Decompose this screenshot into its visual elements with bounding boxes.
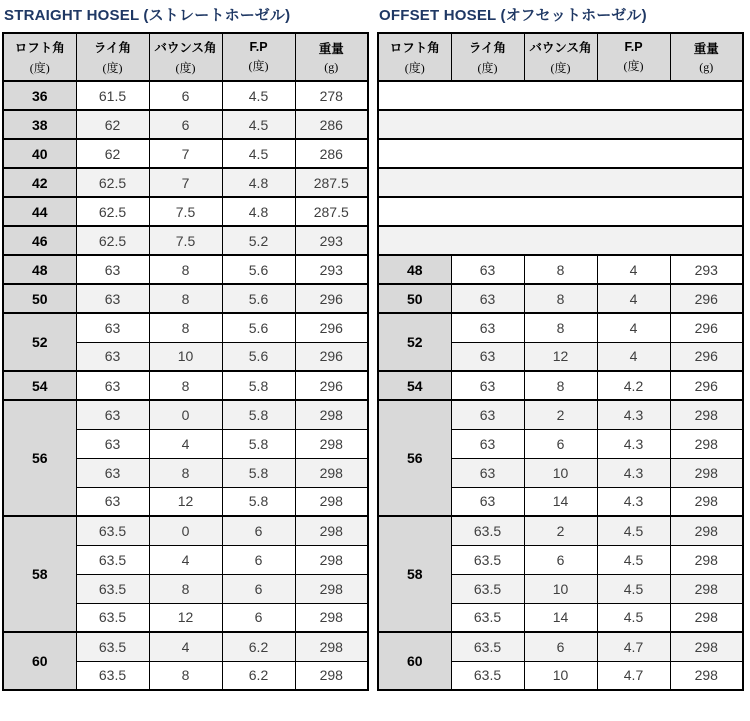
lie-value: 62.5 — [76, 168, 149, 197]
lie-value: 63.5 — [76, 516, 149, 545]
fp-value: 4.3 — [597, 487, 670, 516]
empty-row — [378, 81, 743, 110]
weight-value: 298 — [670, 632, 743, 661]
bounce-value: 6 — [149, 81, 222, 110]
loft-cell: 54 — [3, 371, 76, 400]
col-header-fp — [597, 33, 670, 81]
weight-value: 298 — [670, 574, 743, 603]
lie-value: 63.5 — [451, 545, 524, 574]
lie-value: 63 — [76, 371, 149, 400]
fp-value: 4.3 — [597, 429, 670, 458]
spec-row-loft-50 — [378, 284, 743, 313]
fp-value: 4.5 — [597, 574, 670, 603]
weight-value: 286 — [295, 110, 368, 139]
weight-value: 298 — [295, 458, 368, 487]
offset-hosel-title: OFFSET HOSEL (オフセットホーゼル) — [379, 7, 647, 24]
fp-value: 4.3 — [597, 400, 670, 429]
bounce-value: 6 — [524, 545, 597, 574]
loft-cell: 54 — [378, 371, 451, 400]
weight-value: 298 — [295, 516, 368, 545]
spec-row-loft-46 — [3, 226, 368, 255]
col-header-weight-unit: (g) — [699, 60, 714, 74]
loft-cell: 60 — [378, 632, 451, 690]
offset-hosel-section — [377, 2, 744, 691]
loft-cell: 52 — [378, 313, 451, 371]
weight-value: 296 — [670, 342, 743, 371]
bounce-value: 7.5 — [149, 197, 222, 226]
col-header-bounce-unit: (度) — [550, 61, 571, 75]
spec-row-loft-56 — [3, 400, 368, 429]
bounce-value: 7 — [149, 168, 222, 197]
lie-value: 63 — [451, 255, 524, 284]
fp-value: 6.2 — [222, 661, 295, 690]
lie-value: 61.5 — [76, 81, 149, 110]
fp-value: 4 — [597, 255, 670, 284]
empty-row — [378, 226, 743, 255]
lie-value: 63 — [76, 458, 149, 487]
weight-value: 296 — [295, 371, 368, 400]
col-header-lie-label: ライ角 — [468, 41, 507, 55]
bounce-value: 8 — [149, 458, 222, 487]
loft-cell: 56 — [3, 400, 76, 516]
weight-value: 298 — [670, 661, 743, 690]
bounce-value: 10 — [149, 342, 222, 371]
lie-value: 63 — [451, 487, 524, 516]
spec-row-loft-48 — [378, 255, 743, 284]
col-header-weight-label: 重量 — [318, 42, 344, 56]
spec-row-loft-54 — [3, 371, 368, 400]
weight-value: 298 — [295, 545, 368, 574]
bounce-value: 7 — [149, 139, 222, 168]
loft-cell: 44 — [3, 197, 76, 226]
lie-value: 63.5 — [451, 632, 524, 661]
bounce-value: 4 — [149, 429, 222, 458]
bounce-value: 8 — [149, 371, 222, 400]
bounce-value: 10 — [524, 574, 597, 603]
weight-value: 296 — [670, 284, 743, 313]
fp-value: 5.6 — [222, 255, 295, 284]
lie-value: 63.5 — [451, 516, 524, 545]
fp-value: 5.8 — [222, 458, 295, 487]
fp-value: 4 — [597, 284, 670, 313]
loft-cell: 42 — [3, 168, 76, 197]
bounce-value: 14 — [524, 487, 597, 516]
bounce-value: 8 — [524, 313, 597, 342]
empty-cell — [378, 110, 743, 139]
lie-value: 63 — [451, 342, 524, 371]
spec-row-loft-36 — [3, 81, 368, 110]
weight-value: 287.5 — [295, 197, 368, 226]
col-header-loft-label: ロフト角 — [14, 41, 65, 55]
fp-value: 5.6 — [222, 342, 295, 371]
col-header-loft-unit: (度) — [404, 61, 425, 75]
bounce-value: 10 — [524, 458, 597, 487]
bounce-value: 8 — [149, 255, 222, 284]
spec-row-loft-60 — [3, 632, 368, 661]
lie-value: 63.5 — [76, 603, 149, 632]
col-header-fp-label: F.P — [249, 40, 268, 54]
loft-cell: 48 — [3, 255, 76, 284]
lie-value: 62 — [76, 110, 149, 139]
col-header-bounce — [524, 33, 597, 81]
col-header-fp-unit: (度) — [248, 59, 269, 73]
bounce-value: 4 — [149, 545, 222, 574]
weight-value: 298 — [295, 429, 368, 458]
col-header-bounce-label: バウンス角 — [529, 41, 592, 55]
lie-value: 63 — [451, 313, 524, 342]
empty-cell — [378, 81, 743, 110]
fp-value: 4.3 — [597, 458, 670, 487]
spec-row-loft-58 — [378, 516, 743, 545]
fp-value: 5.8 — [222, 371, 295, 400]
weight-value: 298 — [670, 400, 743, 429]
lie-value: 63.5 — [76, 632, 149, 661]
fp-value: 6 — [222, 574, 295, 603]
col-header-loft-label: ロフト角 — [389, 41, 440, 55]
col-header-lie-unit: (度) — [477, 61, 498, 75]
lie-value: 63 — [76, 313, 149, 342]
weight-value: 293 — [670, 255, 743, 284]
lie-value: 63.5 — [451, 603, 524, 632]
fp-value: 4.7 — [597, 661, 670, 690]
weight-value: 296 — [670, 371, 743, 400]
weight-value: 296 — [670, 313, 743, 342]
bounce-value: 8 — [149, 661, 222, 690]
bounce-value: 8 — [149, 574, 222, 603]
weight-value: 298 — [670, 458, 743, 487]
lie-value: 63 — [451, 400, 524, 429]
weight-value: 298 — [670, 545, 743, 574]
col-header-weight-unit: (g) — [324, 60, 339, 74]
spec-row-loft-52 — [378, 313, 743, 342]
empty-row — [378, 168, 743, 197]
fp-value: 4.5 — [222, 139, 295, 168]
weight-value: 286 — [295, 139, 368, 168]
fp-value: 6 — [222, 603, 295, 632]
col-header-loft — [3, 33, 76, 81]
lie-value: 62.5 — [76, 197, 149, 226]
weight-value: 298 — [295, 661, 368, 690]
lie-value: 63 — [76, 255, 149, 284]
fp-value: 6.2 — [222, 632, 295, 661]
weight-value: 298 — [295, 603, 368, 632]
col-header-fp — [222, 33, 295, 81]
fp-value: 5.6 — [222, 313, 295, 342]
bounce-value: 12 — [524, 342, 597, 371]
lie-value: 63.5 — [76, 545, 149, 574]
lie-value: 63 — [76, 342, 149, 371]
fp-value: 5.8 — [222, 429, 295, 458]
fp-value: 4.8 — [222, 197, 295, 226]
lie-value: 62 — [76, 139, 149, 168]
bounce-value: 8 — [149, 313, 222, 342]
empty-cell — [378, 139, 743, 168]
fp-value: 4.7 — [597, 632, 670, 661]
col-header-weight-label: 重量 — [693, 42, 719, 56]
col-header-lie — [76, 33, 149, 81]
loft-cell: 50 — [3, 284, 76, 313]
loft-cell: 56 — [378, 400, 451, 516]
bounce-value: 6 — [524, 632, 597, 661]
col-header-weight — [295, 33, 368, 81]
fp-value: 5.6 — [222, 284, 295, 313]
fp-value: 4.2 — [597, 371, 670, 400]
weight-value: 298 — [295, 487, 368, 516]
straight-hosel-title: STRAIGHT HOSEL (ストレートホーゼル) — [4, 7, 291, 24]
bounce-value: 0 — [149, 516, 222, 545]
lie-value: 63 — [451, 429, 524, 458]
weight-value: 298 — [670, 603, 743, 632]
fp-value: 4.5 — [222, 81, 295, 110]
col-header-lie — [451, 33, 524, 81]
col-header-lie-label: ライ角 — [93, 41, 132, 55]
weight-value: 298 — [670, 516, 743, 545]
weight-value: 298 — [670, 429, 743, 458]
fp-value: 4.8 — [222, 168, 295, 197]
empty-cell — [378, 168, 743, 197]
empty-row — [378, 110, 743, 139]
weight-value: 296 — [295, 342, 368, 371]
lie-value: 63 — [76, 400, 149, 429]
fp-value: 4.5 — [222, 110, 295, 139]
col-header-fp-label: F.P — [624, 40, 643, 54]
straight-hosel-section — [2, 2, 369, 691]
loft-cell: 58 — [3, 516, 76, 632]
weight-value: 298 — [295, 632, 368, 661]
bounce-value: 12 — [149, 603, 222, 632]
loft-cell: 46 — [3, 226, 76, 255]
lie-value: 63.5 — [76, 661, 149, 690]
lie-value: 63.5 — [451, 574, 524, 603]
empty-cell — [378, 197, 743, 226]
fp-value: 4.5 — [597, 516, 670, 545]
spec-row-loft-52 — [3, 313, 368, 342]
col-header-lie-unit: (度) — [102, 61, 123, 75]
lie-value: 62.5 — [76, 226, 149, 255]
weight-value: 296 — [295, 313, 368, 342]
lie-value: 63 — [451, 284, 524, 313]
offset-hosel-table — [377, 32, 744, 691]
bounce-value: 0 — [149, 400, 222, 429]
spec-row-loft-38 — [3, 110, 368, 139]
weight-value: 293 — [295, 255, 368, 284]
fp-value: 4.5 — [597, 603, 670, 632]
weight-value: 298 — [295, 400, 368, 429]
loft-cell: 36 — [3, 81, 76, 110]
bounce-value: 8 — [524, 371, 597, 400]
lie-value: 63.5 — [451, 661, 524, 690]
weight-value: 287.5 — [295, 168, 368, 197]
lie-value: 63 — [76, 487, 149, 516]
bounce-value: 8 — [149, 284, 222, 313]
bounce-value: 6 — [149, 110, 222, 139]
bounce-value: 14 — [524, 603, 597, 632]
loft-cell: 60 — [3, 632, 76, 690]
bounce-value: 8 — [524, 255, 597, 284]
loft-cell: 40 — [3, 139, 76, 168]
loft-cell: 48 — [378, 255, 451, 284]
loft-cell: 50 — [378, 284, 451, 313]
fp-value: 5.8 — [222, 487, 295, 516]
fp-value: 5.8 — [222, 400, 295, 429]
spec-row-loft-44 — [3, 197, 368, 226]
fp-value: 4 — [597, 342, 670, 371]
fp-value: 4.5 — [597, 545, 670, 574]
empty-row — [378, 197, 743, 226]
bounce-value: 2 — [524, 516, 597, 545]
lie-value: 63 — [451, 371, 524, 400]
spec-row-loft-50 — [3, 284, 368, 313]
bounce-value: 10 — [524, 661, 597, 690]
lie-value: 63 — [76, 429, 149, 458]
empty-cell — [378, 226, 743, 255]
col-header-loft — [378, 33, 451, 81]
col-header-loft-unit: (度) — [29, 61, 50, 75]
weight-value: 298 — [295, 574, 368, 603]
col-header-bounce-label: バウンス角 — [154, 41, 217, 55]
spec-row-loft-56 — [378, 400, 743, 429]
bounce-value: 4 — [149, 632, 222, 661]
weight-value: 278 — [295, 81, 368, 110]
col-header-fp-unit: (度) — [623, 59, 644, 73]
spec-row-loft-42 — [3, 168, 368, 197]
col-header-bounce-unit: (度) — [175, 61, 196, 75]
weight-value: 293 — [295, 226, 368, 255]
loft-cell: 38 — [3, 110, 76, 139]
spec-row-loft-48 — [3, 255, 368, 284]
loft-cell: 52 — [3, 313, 76, 371]
lie-value: 63 — [76, 284, 149, 313]
loft-cell: 58 — [378, 516, 451, 632]
spec-row-loft-40 — [3, 139, 368, 168]
bounce-value: 8 — [524, 284, 597, 313]
weight-value: 298 — [670, 487, 743, 516]
weight-value: 296 — [295, 284, 368, 313]
col-header-weight — [670, 33, 743, 81]
bounce-value: 12 — [149, 487, 222, 516]
bounce-value: 6 — [524, 429, 597, 458]
fp-value: 6 — [222, 545, 295, 574]
empty-row — [378, 139, 743, 168]
bounce-value: 7.5 — [149, 226, 222, 255]
col-header-bounce — [149, 33, 222, 81]
bounce-value: 2 — [524, 400, 597, 429]
fp-value: 6 — [222, 516, 295, 545]
fp-value: 4 — [597, 313, 670, 342]
lie-value: 63 — [451, 458, 524, 487]
spec-row-loft-58 — [3, 516, 368, 545]
lie-value: 63.5 — [76, 574, 149, 603]
straight-hosel-table — [2, 32, 369, 691]
fp-value: 5.2 — [222, 226, 295, 255]
header-row — [3, 33, 368, 81]
header-row — [378, 33, 743, 81]
spec-row-loft-60 — [378, 632, 743, 661]
spec-row-loft-54 — [378, 371, 743, 400]
